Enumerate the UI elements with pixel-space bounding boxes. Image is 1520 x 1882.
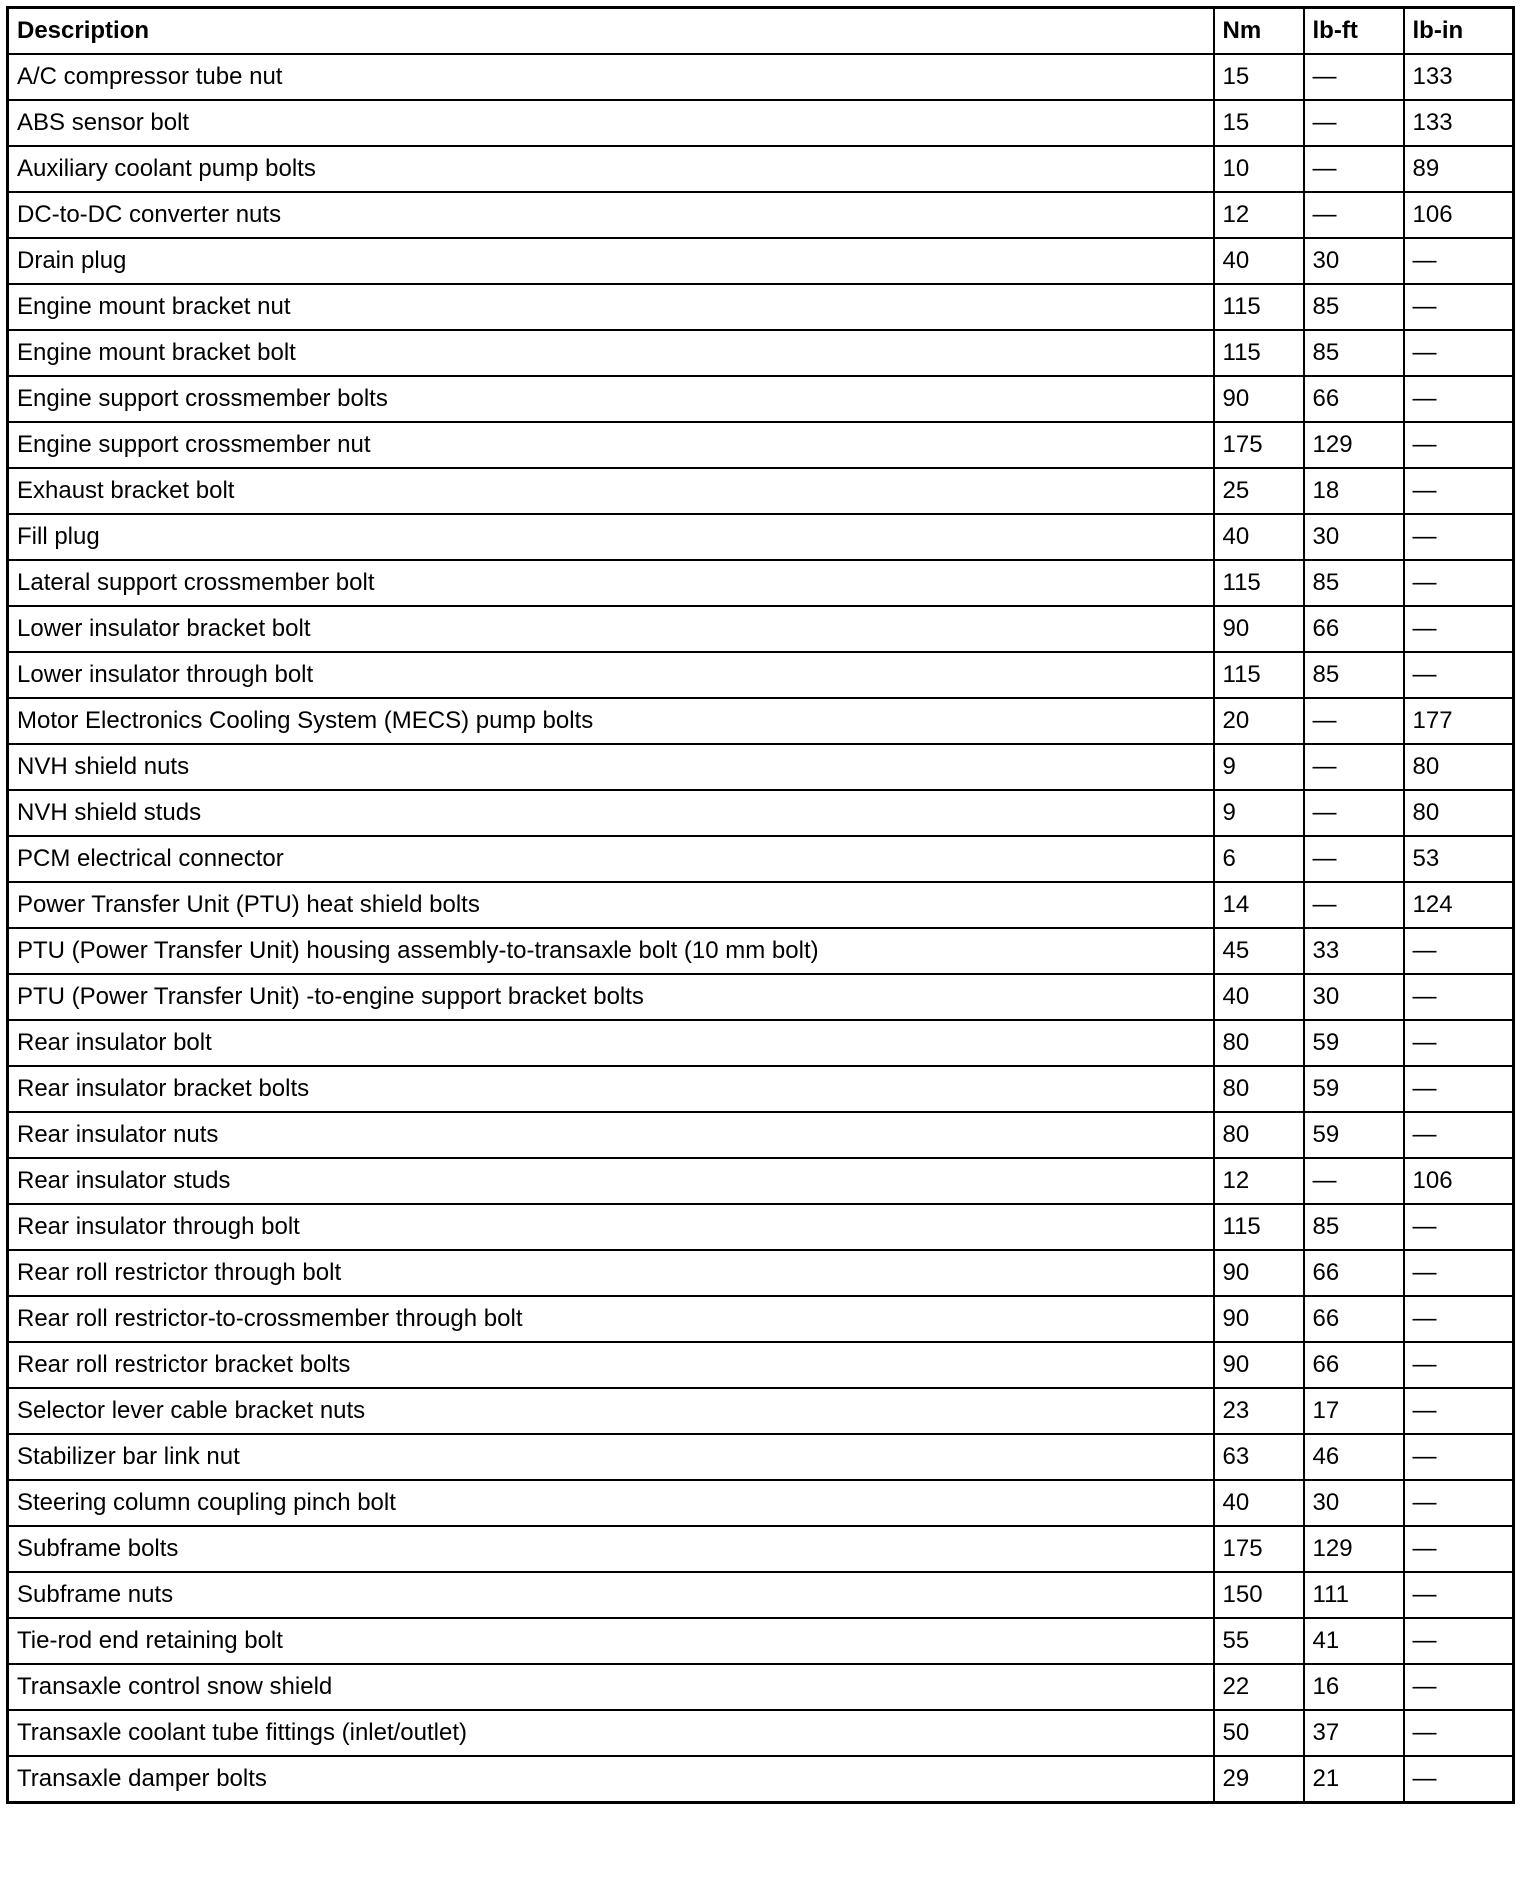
table-row [8,238,1514,284]
cell-description: A/C compressor tube nut [8,54,1214,100]
table-row [8,1342,1514,1388]
cell-description: Auxiliary coolant pump bolts [8,146,1214,192]
cell-nm: 150 [1214,1572,1304,1618]
cell-lbin: — [1404,1342,1514,1388]
header-row [8,8,1514,55]
cell-lbin: — [1404,514,1514,560]
cell-lbft: 59 [1304,1112,1404,1158]
cell-nm: 40 [1214,238,1304,284]
table-row [8,1618,1514,1664]
cell-lbin: — [1404,1618,1514,1664]
table-row [8,1112,1514,1158]
cell-lbft: 17 [1304,1388,1404,1434]
cell-nm: 29 [1214,1756,1304,1803]
cell-lbin: — [1404,238,1514,284]
cell-lbft: 30 [1304,514,1404,560]
cell-lbin: 53 [1404,836,1514,882]
cell-description: Rear insulator studs [8,1158,1214,1204]
table-row [8,1020,1514,1066]
cell-nm: 50 [1214,1710,1304,1756]
cell-description: Lateral support crossmember bolt [8,560,1214,606]
cell-nm: 115 [1214,652,1304,698]
cell-nm: 15 [1214,54,1304,100]
table-body [8,54,1514,1803]
cell-nm: 10 [1214,146,1304,192]
table-row [8,560,1514,606]
cell-lbft: — [1304,100,1404,146]
cell-lbin: — [1404,1020,1514,1066]
table-row [8,1388,1514,1434]
cell-nm: 55 [1214,1618,1304,1664]
cell-lbft: 129 [1304,422,1404,468]
cell-nm: 115 [1214,1204,1304,1250]
table-row [8,1296,1514,1342]
cell-lbin: 89 [1404,146,1514,192]
cell-description: Engine mount bracket bolt [8,330,1214,376]
cell-description: Power Transfer Unit (PTU) heat shield bolts [8,882,1214,928]
cell-nm: 25 [1214,468,1304,514]
cell-lbft: 85 [1304,1204,1404,1250]
cell-lbin: — [1404,284,1514,330]
cell-lbft: 16 [1304,1664,1404,1710]
table-row [8,744,1514,790]
table-row [8,1434,1514,1480]
cell-lbft: 66 [1304,1342,1404,1388]
cell-nm: 90 [1214,1342,1304,1388]
cell-nm: 23 [1214,1388,1304,1434]
cell-description: Rear roll restrictor through bolt [8,1250,1214,1296]
cell-lbft: 66 [1304,606,1404,652]
cell-lbft: — [1304,192,1404,238]
cell-lbin: — [1404,1756,1514,1803]
cell-description: Rear insulator nuts [8,1112,1214,1158]
table-row [8,1066,1514,1112]
cell-nm: 20 [1214,698,1304,744]
cell-lbin: — [1404,1434,1514,1480]
header-lbft: lb-ft [1304,8,1404,55]
cell-lbft: 30 [1304,1480,1404,1526]
cell-description: ABS sensor bolt [8,100,1214,146]
cell-lbin: 106 [1404,192,1514,238]
cell-nm: 90 [1214,606,1304,652]
cell-nm: 9 [1214,744,1304,790]
cell-lbin: 124 [1404,882,1514,928]
cell-lbin: — [1404,928,1514,974]
table-row [8,100,1514,146]
cell-lbin: — [1404,1480,1514,1526]
cell-lbft: — [1304,146,1404,192]
cell-lbin: — [1404,1066,1514,1112]
cell-description: DC-to-DC converter nuts [8,192,1214,238]
cell-description: Drain plug [8,238,1214,284]
cell-description: Motor Electronics Cooling System (MECS) pump bolts [8,698,1214,744]
cell-lbft: 46 [1304,1434,1404,1480]
cell-description: Rear insulator through bolt [8,1204,1214,1250]
cell-lbft: 41 [1304,1618,1404,1664]
table-row [8,606,1514,652]
cell-lbin: — [1404,1710,1514,1756]
table-row [8,1710,1514,1756]
cell-nm: 80 [1214,1112,1304,1158]
cell-description: Rear insulator bracket bolts [8,1066,1214,1112]
table-row [8,698,1514,744]
cell-lbft: 18 [1304,468,1404,514]
cell-nm: 12 [1214,192,1304,238]
cell-description: Rear roll restrictor-to-crossmember through bolt [8,1296,1214,1342]
cell-description: NVH shield studs [8,790,1214,836]
cell-lbin: 80 [1404,744,1514,790]
cell-lbin: — [1404,1664,1514,1710]
table-row [8,1526,1514,1572]
cell-description: Selector lever cable bracket nuts [8,1388,1214,1434]
cell-nm: 22 [1214,1664,1304,1710]
table-row [8,1664,1514,1710]
cell-description: NVH shield nuts [8,744,1214,790]
table-row [8,1572,1514,1618]
cell-nm: 6 [1214,836,1304,882]
table-row [8,652,1514,698]
table-row [8,376,1514,422]
cell-lbin: — [1404,376,1514,422]
cell-lbft: 85 [1304,330,1404,376]
cell-lbft: 59 [1304,1020,1404,1066]
cell-lbin: — [1404,422,1514,468]
cell-description: Engine support crossmember bolts [8,376,1214,422]
cell-lbin: — [1404,1572,1514,1618]
cell-nm: 115 [1214,330,1304,376]
cell-lbin: — [1404,1296,1514,1342]
table-row [8,514,1514,560]
cell-lbft: 66 [1304,1250,1404,1296]
cell-lbft: — [1304,1158,1404,1204]
cell-lbft: 85 [1304,284,1404,330]
table-row [8,836,1514,882]
cell-description: PTU (Power Transfer Unit) housing assembly-to-transaxle bolt (10 mm bolt) [8,928,1214,974]
cell-description: Transaxle damper bolts [8,1756,1214,1803]
table-row [8,1480,1514,1526]
table-row [8,284,1514,330]
table-header [8,8,1514,55]
header-lbin: lb-in [1404,8,1514,55]
cell-lbft: 66 [1304,376,1404,422]
cell-nm: 115 [1214,560,1304,606]
table-row [8,1158,1514,1204]
cell-description: Engine mount bracket nut [8,284,1214,330]
header-nm: Nm [1214,8,1304,55]
cell-description: Steering column coupling pinch bolt [8,1480,1214,1526]
table-row [8,422,1514,468]
cell-lbin: — [1404,1204,1514,1250]
cell-nm: 15 [1214,100,1304,146]
cell-nm: 175 [1214,1526,1304,1572]
cell-lbin: 106 [1404,1158,1514,1204]
cell-description: PTU (Power Transfer Unit) -to-engine support bracket bolts [8,974,1214,1020]
cell-nm: 90 [1214,1296,1304,1342]
cell-lbft: 85 [1304,652,1404,698]
cell-lbin: 177 [1404,698,1514,744]
cell-lbft: 66 [1304,1296,1404,1342]
cell-nm: 40 [1214,1480,1304,1526]
cell-lbin: — [1404,1250,1514,1296]
cell-nm: 115 [1214,284,1304,330]
cell-lbft: 33 [1304,928,1404,974]
cell-description: Exhaust bracket bolt [8,468,1214,514]
cell-lbft: — [1304,744,1404,790]
table-row [8,1250,1514,1296]
cell-lbin: — [1404,1526,1514,1572]
cell-lbin: — [1404,330,1514,376]
cell-lbin: — [1404,974,1514,1020]
table-row [8,790,1514,836]
cell-lbft: 21 [1304,1756,1404,1803]
cell-lbin: — [1404,606,1514,652]
cell-nm: 12 [1214,1158,1304,1204]
cell-lbin: 80 [1404,790,1514,836]
cell-nm: 80 [1214,1020,1304,1066]
cell-description: Subframe nuts [8,1572,1214,1618]
torque-spec-table [6,6,1515,1804]
cell-lbft: 129 [1304,1526,1404,1572]
cell-lbft: 59 [1304,1066,1404,1112]
cell-description: Transaxle coolant tube fittings (inlet/outlet) [8,1710,1214,1756]
table-row [8,882,1514,928]
cell-lbin: 133 [1404,54,1514,100]
cell-lbft: — [1304,54,1404,100]
cell-lbft: 30 [1304,974,1404,1020]
cell-description: Rear roll restrictor bracket bolts [8,1342,1214,1388]
header-description: Description [8,8,1214,55]
cell-nm: 80 [1214,1066,1304,1112]
cell-description: PCM electrical connector [8,836,1214,882]
cell-lbft: — [1304,698,1404,744]
cell-lbft: 111 [1304,1572,1404,1618]
cell-description: Stabilizer bar link nut [8,1434,1214,1480]
cell-lbft: 85 [1304,560,1404,606]
cell-lbin: 133 [1404,100,1514,146]
cell-nm: 90 [1214,1250,1304,1296]
cell-nm: 63 [1214,1434,1304,1480]
cell-lbin: — [1404,468,1514,514]
table-row [8,146,1514,192]
table-row [8,54,1514,100]
cell-lbft: — [1304,836,1404,882]
cell-lbft: 30 [1304,238,1404,284]
cell-description: Rear insulator bolt [8,1020,1214,1066]
table-row [8,330,1514,376]
cell-nm: 40 [1214,974,1304,1020]
cell-description: Lower insulator through bolt [8,652,1214,698]
cell-nm: 175 [1214,422,1304,468]
cell-lbft: 37 [1304,1710,1404,1756]
cell-description: Fill plug [8,514,1214,560]
cell-lbft: — [1304,790,1404,836]
cell-description: Subframe bolts [8,1526,1214,1572]
cell-lbin: — [1404,560,1514,606]
table-row [8,928,1514,974]
cell-nm: 14 [1214,882,1304,928]
table-row [8,192,1514,238]
cell-lbin: — [1404,652,1514,698]
cell-nm: 45 [1214,928,1304,974]
cell-lbin: — [1404,1112,1514,1158]
cell-description: Engine support crossmember nut [8,422,1214,468]
cell-description: Lower insulator bracket bolt [8,606,1214,652]
cell-lbft: — [1304,882,1404,928]
table-row [8,468,1514,514]
cell-description: Tie-rod end retaining bolt [8,1618,1214,1664]
table-row [8,1204,1514,1250]
cell-nm: 9 [1214,790,1304,836]
cell-lbin: — [1404,1388,1514,1434]
cell-nm: 90 [1214,376,1304,422]
cell-description: Transaxle control snow shield [8,1664,1214,1710]
cell-nm: 40 [1214,514,1304,560]
table-row [8,974,1514,1020]
table-row [8,1756,1514,1803]
